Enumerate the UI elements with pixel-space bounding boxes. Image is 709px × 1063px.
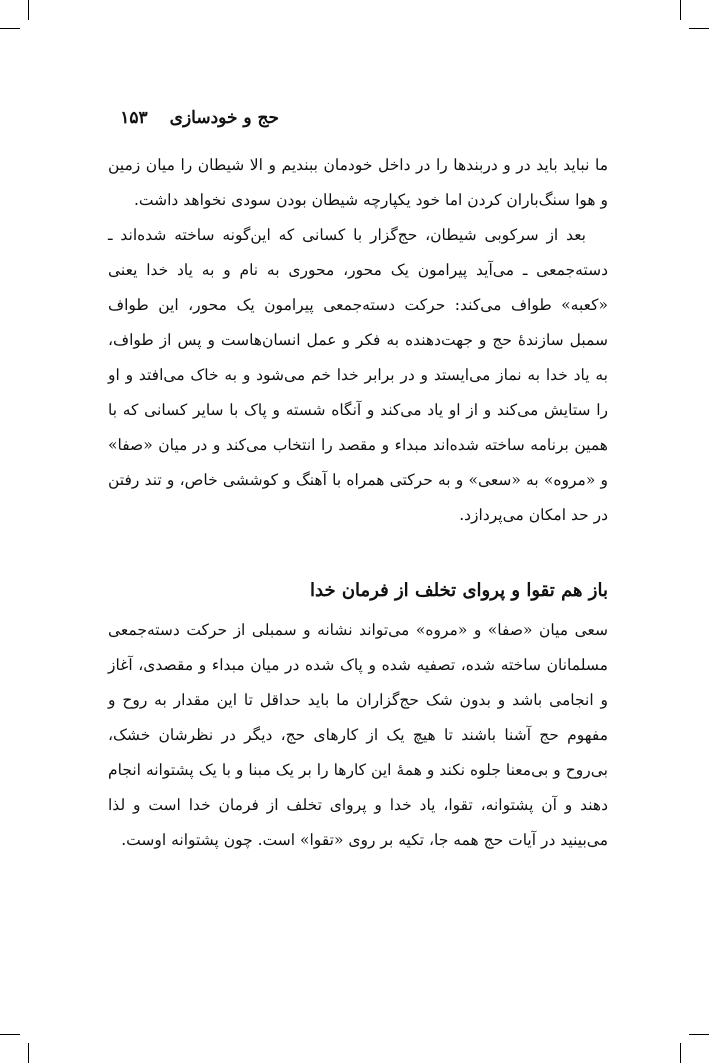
crop-mark-top-left-h [0, 28, 20, 29]
running-header-title: حج و خودسازی [169, 108, 279, 128]
body-paragraph-2: بعد از سرکوبی شیطان، حج‌گزار با کسانی که این‌گونه ساخته شده‌اند ـ دسته‌جمعی ـ می‌آید پیرامون یک محور، محوری به نام و به یاد خدا یعنی «کعبه» طواف می‌کند: حرکت دسته‌جمعی پیرامون یک محور، این طواف سمبل سازندهٔ حج و جهت‌دهنده به فکر و عمل انسان‌هاست و پس از طواف، به یاد خدا به نماز می‌ایستد و در برابر خدا خم می‌شود و به خاک می‌افتد و او را ستایش می‌کند و از او یاد می‌کند و آنگاه شسته و پاک با سایر کسانی که با همین برنامه ساخته شده‌اند مبداء و مقصد را انتخاب می‌کند و در میان «صفا» و «مروه» به «سعی» و به حرکتی همراه با آهنگ و کوششی خاص، و تند رفتن در حد امکان می‌پردازد. [108, 226, 608, 524]
crop-mark-bottom-right-v [680, 1043, 681, 1063]
crop-mark-top-right-h [689, 28, 709, 29]
crop-mark-bottom-left-h [0, 1034, 20, 1035]
crop-mark-top-right-v [680, 0, 681, 20]
page-body [108, 148, 608, 858]
body-paragraph-1: ما نباید باید در و دربندها را در داخل خودمان ببندیم و الا شیطان را میان زمین و هوا سنگ‌باران کردن اما خود یکپارچه شیطان بودن سودی نخواهد داشت. [108, 156, 608, 209]
section-heading: باز هم تقوا و پروای تخلف از فرمان خدا [310, 580, 608, 601]
crop-mark-bottom-left-v [28, 1043, 29, 1063]
section-paragraph: سعی میان «صفا» و «مروه» می‌تواند نشانه و سمبلی از حرکت دسته‌جمعی مسلمانان ساخته شده، تصفیه شده و پاک شده در میان مبداء و مقصدی، آغاز و انجامی باشد و بدون شک حج‌گزاران ما باید حداقل تا این مقدار به روح و مفهوم حج آشنا باشند تا هیچ یک از کارهای حج، دیگر در نظرشان خشک، بی‌روح و بی‌معنا جلوه نکند و همهٔ این کارها را بر یک مبنا و با یک پشتوانه انجام دهند و آن پشتوانه، تقوا، یاد خدا و پروای تخلف از فرمان خدا است و لذا می‌بینید در آیات حج همه جا، تکیه بر روی «تقوا» است. چون پشتوانه اوست. [108, 621, 608, 849]
running-header [108, 108, 279, 128]
crop-mark-bottom-right-h [689, 1034, 709, 1035]
page-number: ۱۵۳ [120, 108, 148, 128]
crop-mark-top-left-v [28, 0, 29, 20]
